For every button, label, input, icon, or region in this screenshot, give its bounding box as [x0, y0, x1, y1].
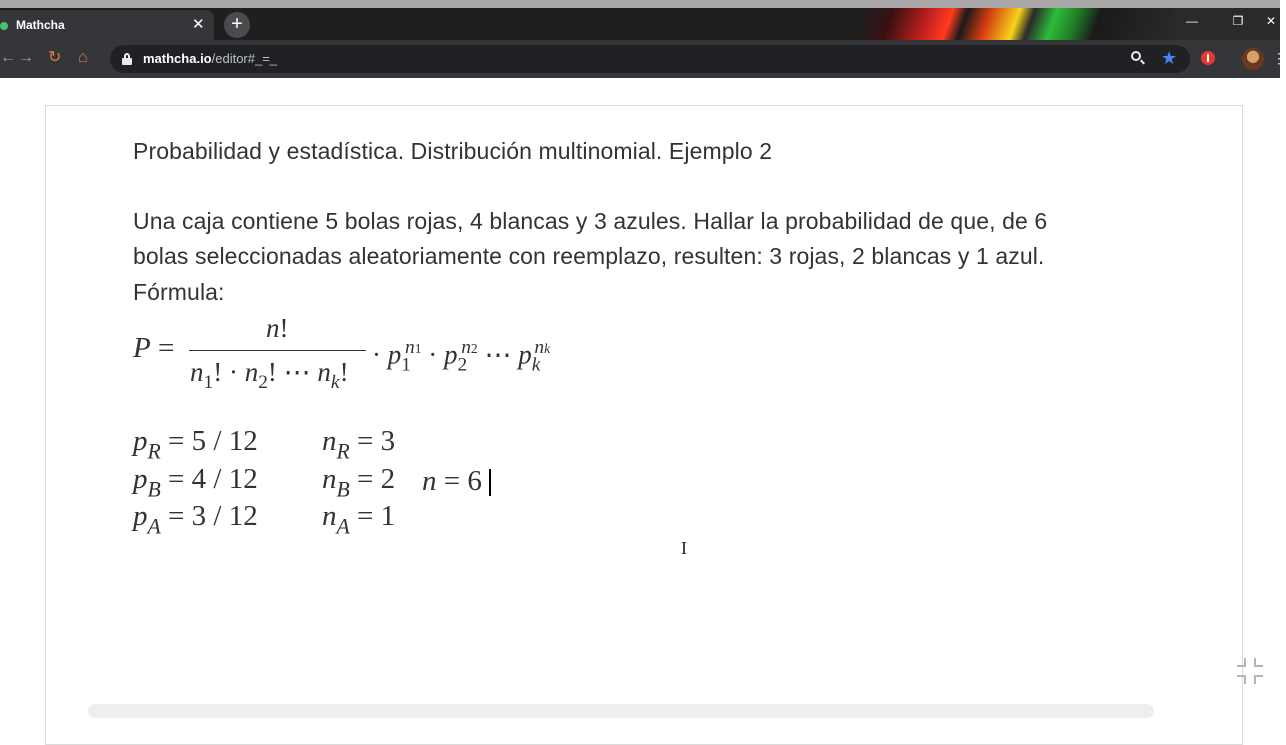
avatar[interactable]: [1242, 48, 1264, 70]
home-icon[interactable]: ⌂: [78, 49, 88, 66]
back-arrow-icon[interactable]: ←: [0, 49, 16, 66]
formula-label[interactable]: Fórmula:: [133, 279, 225, 305]
tab-title: Mathcha: [16, 18, 65, 32]
formula-numerator[interactable]: n!: [266, 313, 289, 343]
mathcha-favicon-icon: [0, 22, 8, 30]
extension-icon[interactable]: [1201, 51, 1215, 65]
formula-denominator[interactable]: $n_1$! · $n_2$! ⋯ $n_k$!: [190, 357, 349, 393]
formula-lhs-var: P: [133, 332, 151, 364]
value-n-a[interactable]: $n_A = 1$: [322, 500, 396, 539]
formula-lhs[interactable]: P =: [133, 332, 175, 364]
tab-mathcha[interactable]: [0, 10, 214, 40]
value-p-a[interactable]: $p_A = 3 / 12$: [133, 500, 258, 539]
document-title[interactable]: Probabilidad y estadística. Distribución multinomial. Ejemplo 2: [133, 138, 773, 164]
value-n-b[interactable]: $n_B = 2$: [322, 463, 396, 502]
lock-icon[interactable]: [122, 53, 132, 65]
tab-bar: [0, 8, 1280, 40]
url-text[interactable]: [143, 51, 277, 66]
close-window-button[interactable]: ✕: [1265, 14, 1277, 28]
window-top-strip: [0, 0, 1280, 8]
new-tab-button[interactable]: +: [224, 12, 250, 38]
value-n-total[interactable]: n = 6: [422, 465, 482, 497]
problem-text-line-2[interactable]: bolas seleccionadas aleatoriamente con reemplazo, resulten: 3 rojas, 2 blancas y 1 azul.: [133, 243, 1045, 269]
value-p-r[interactable]: $p_R = 5 / 12$: [133, 425, 258, 464]
value-p-b[interactable]: $p_B = 4 / 12$: [133, 463, 258, 502]
browser-theme-art: [820, 8, 1180, 40]
address-bar[interactable]: [110, 45, 1190, 73]
browser-toolbar: [0, 40, 1286, 78]
zoom-icon[interactable]: [1130, 50, 1146, 66]
restore-button[interactable]: ❐: [1232, 14, 1244, 28]
exit-fullscreen-icon[interactable]: [1237, 658, 1265, 686]
star-icon[interactable]: ★: [1161, 48, 1178, 68]
tab-close-button[interactable]: ✕: [192, 16, 205, 33]
forward-arrow-icon[interactable]: →: [18, 49, 34, 66]
reload-icon[interactable]: ↻: [48, 49, 62, 66]
text-cursor: [489, 469, 491, 496]
horizontal-scrollbar[interactable]: [88, 704, 1154, 718]
problem-text-line-1[interactable]: Una caja contiene 5 bolas rojas, 4 blancas y 3 azules. Hallar la probabilidad de que, de 6: [133, 208, 1048, 234]
fraction-bar: [189, 350, 366, 351]
minimize-button[interactable]: —: [1186, 14, 1198, 28]
mouse-ibeam-cursor-icon: I: [681, 538, 687, 558]
value-n-r[interactable]: $n_R = 3$: [322, 425, 396, 464]
menu-icon[interactable]: ⋮: [1272, 50, 1286, 66]
formula-rhs[interactable]: · $p_1^{n1} \cdot p_2^{n2}$ ⋯ $p_k^{nk}$: [372, 337, 551, 376]
url-path: /editor#_=_: [211, 51, 278, 66]
url-host: mathcha.io: [143, 51, 212, 66]
